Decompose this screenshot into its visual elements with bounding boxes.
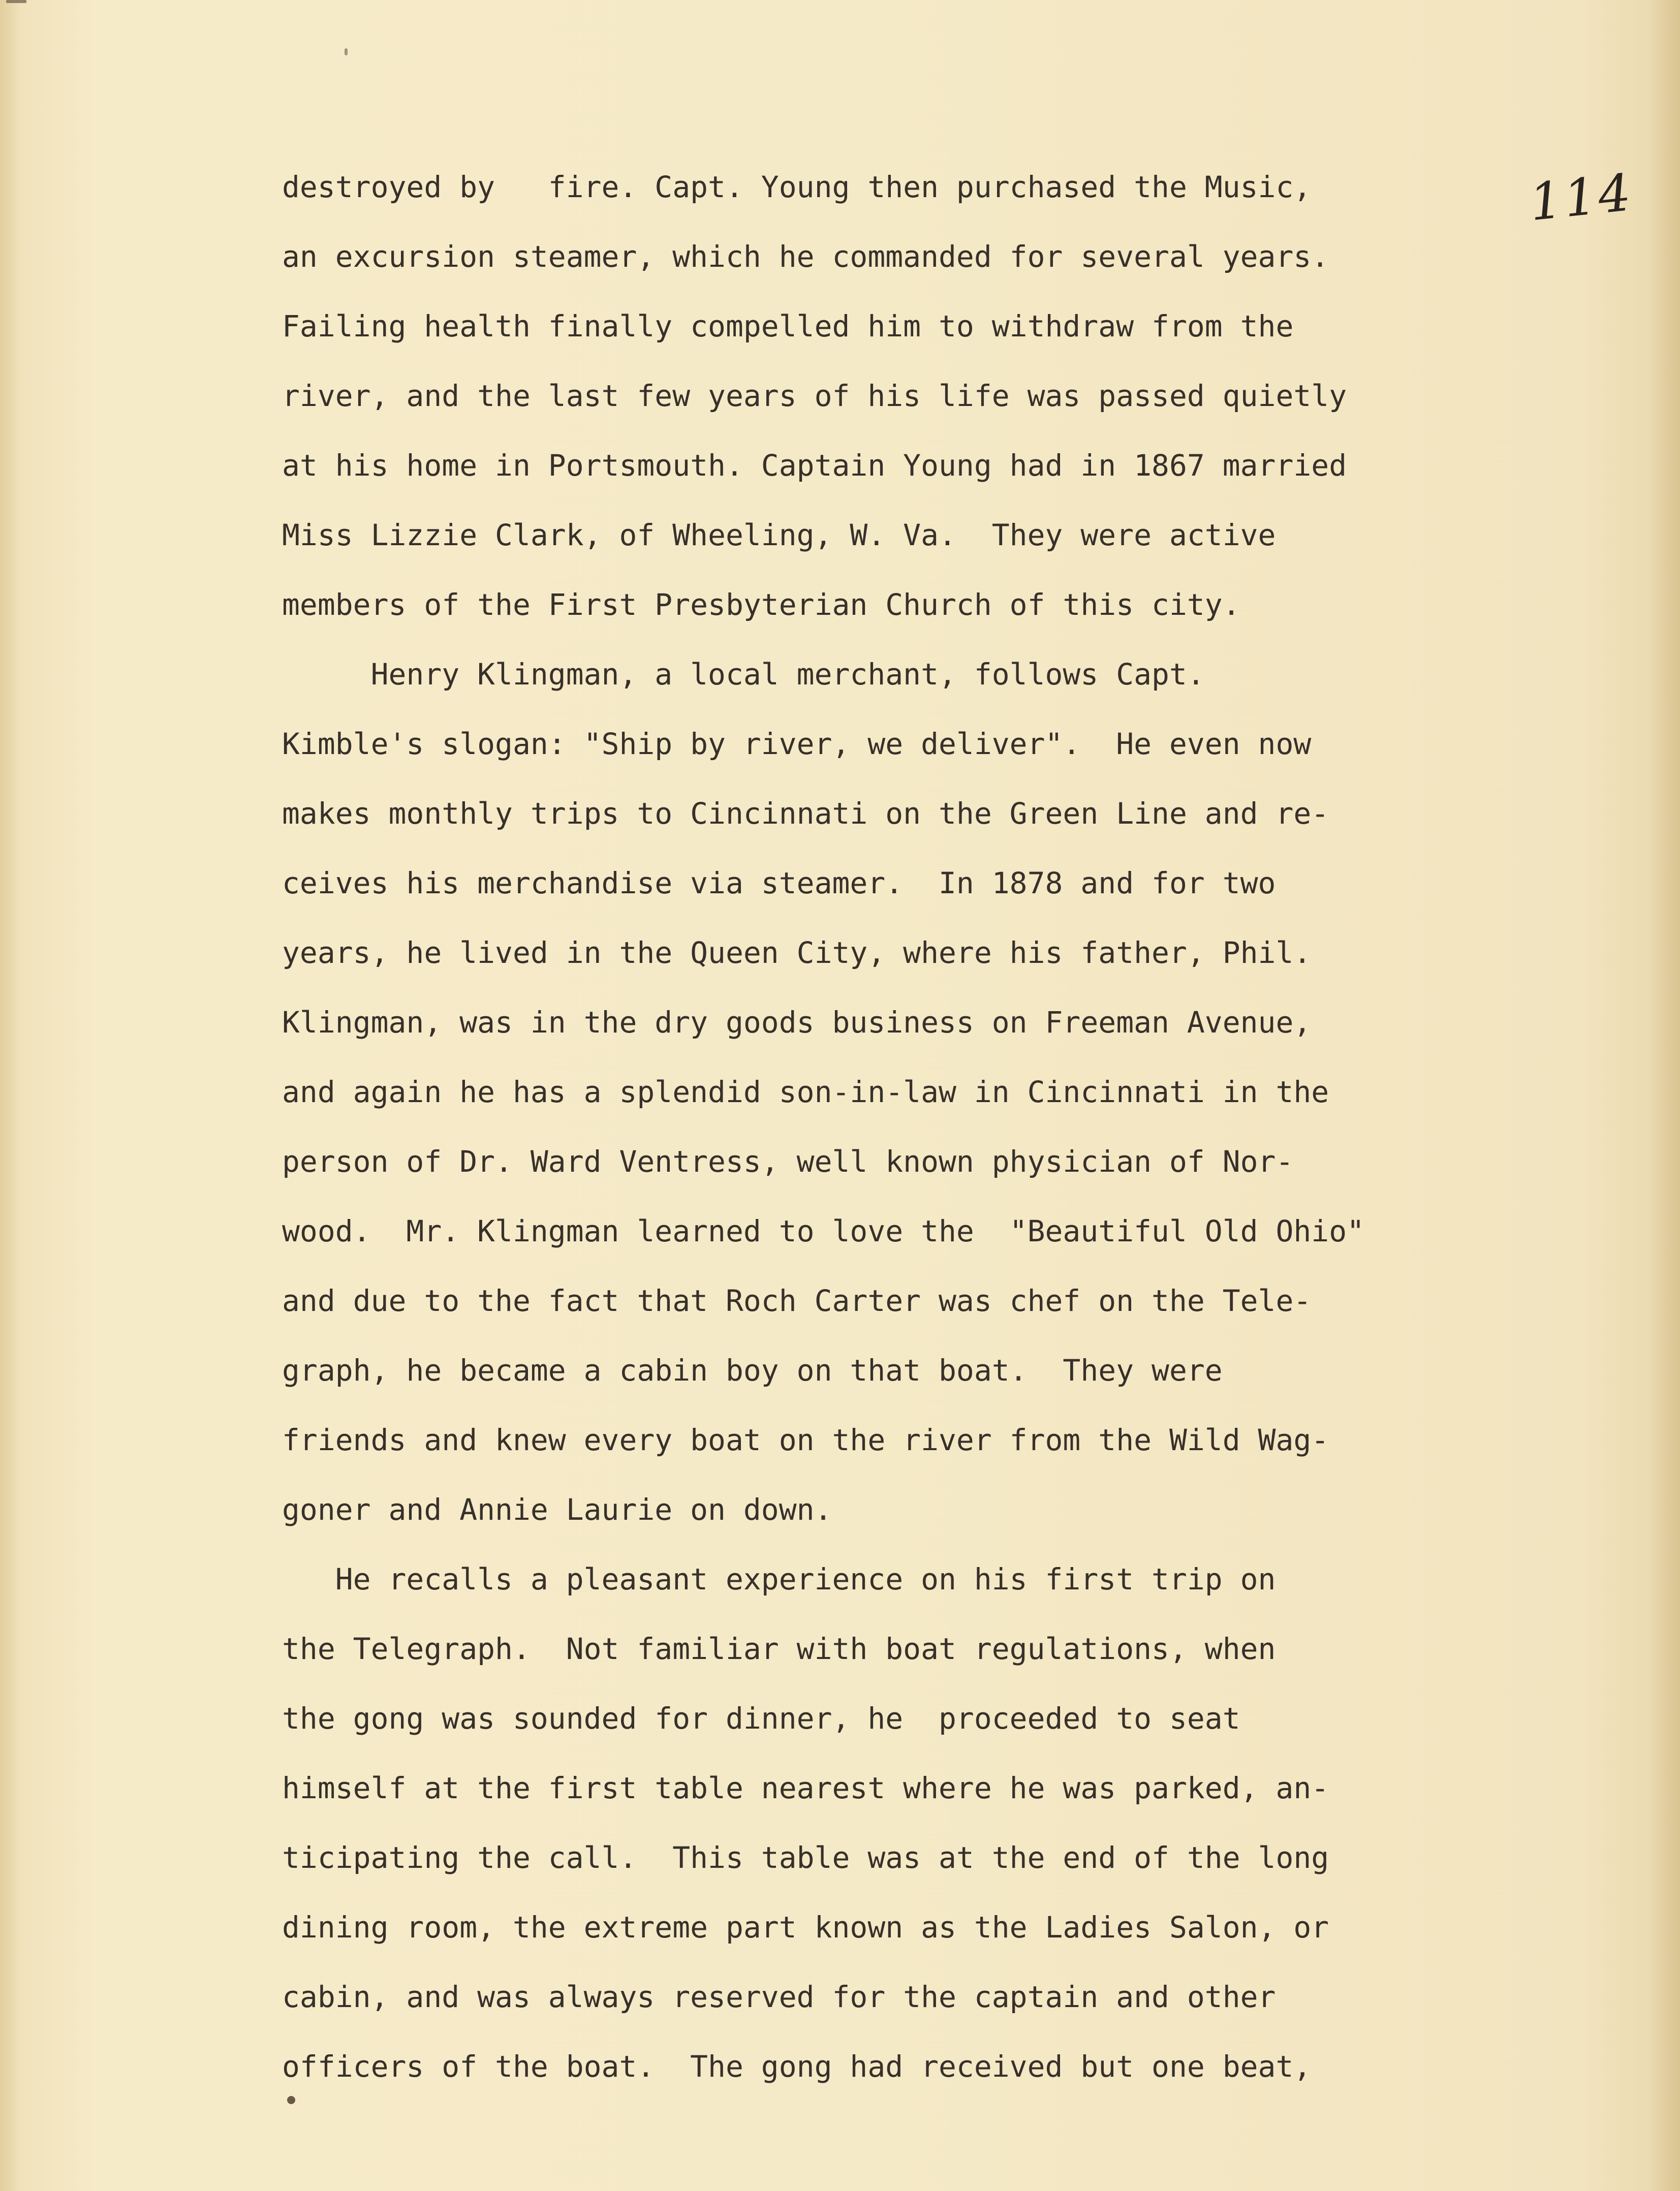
text-line: graph, he became a cabin boy on that boat. They were <box>282 1353 1223 1388</box>
text-line: years, he lived in the Queen City, where his father, Phil. <box>282 935 1312 970</box>
text-line: wood. Mr. Klingman learned to love the "Beautiful Old Ohio" <box>282 1214 1365 1248</box>
text-line: and again he has a splendid son-in-law in Cincinnati in the <box>282 1075 1329 1109</box>
text-line: makes monthly trips to Cincinnati on the Green Line and re- <box>282 796 1329 831</box>
text-line: Failing health finally compelled him to withdraw from the <box>282 309 1294 343</box>
text-line: river, and the last few years of his life was passed quietly <box>282 379 1347 413</box>
paper-edge-left <box>0 0 20 2191</box>
text-line: cabin, and was always reserved for the captain and other <box>282 1980 1276 2014</box>
handwritten-page-number: 114 <box>1527 162 1636 233</box>
text-line: members of the First Presbyterian Church of this city. <box>282 587 1240 622</box>
text-line: Klingman, was in the dry goods business on Freeman Avenue, <box>282 1005 1312 1040</box>
text-line: dining room, the extreme part known as the Ladies Salon, or <box>282 1910 1329 1945</box>
typed-body-text <box>282 152 1527 2102</box>
ink-speck <box>345 48 348 55</box>
text-line: officers of the boat. The gong had received but one beat, <box>282 2049 1312 2084</box>
text-line: and due to the fact that Roch Carter was chef on the Tele- <box>282 1284 1312 1318</box>
text-line: ticipating the call. This table was at the end of the long <box>282 1840 1329 1875</box>
paper-edge-right <box>1650 0 1680 2191</box>
text-line: Henry Klingman, a local merchant, follows Capt. <box>282 657 1205 692</box>
text-line: friends and knew every boat on the river from the Wild Wag- <box>282 1423 1329 1457</box>
text-line: destroyed by fire. Capt. Young then purchased the Music, <box>282 170 1312 204</box>
text-line: an excursion steamer, which he commanded for several years. <box>282 239 1329 274</box>
text-line: Kimble's slogan: "Ship by river, we deliver". He even now <box>282 727 1312 761</box>
text-line: goner and Annie Laurie on down. <box>282 1492 832 1527</box>
text-line: person of Dr. Ward Ventress, well known physician of Nor- <box>282 1144 1294 1179</box>
text-line: He recalls a pleasant experience on his first trip on <box>282 1562 1276 1597</box>
text-line: himself at the first table nearest where he was parked, an- <box>282 1771 1329 1805</box>
text-line: Miss Lizzie Clark, of Wheeling, W. Va. They were active <box>282 518 1276 552</box>
text-line: at his home in Portsmouth. Captain Young had in 1867 married <box>282 448 1347 483</box>
text-line: the Telegraph. Not familiar with boat regulations, when <box>282 1632 1276 1666</box>
ink-speck <box>6 0 26 3</box>
text-line: the gong was sounded for dinner, he proceeded to seat <box>282 1701 1240 1736</box>
text-line: ceives his merchandise via steamer. In 1878 and for two <box>282 866 1276 900</box>
